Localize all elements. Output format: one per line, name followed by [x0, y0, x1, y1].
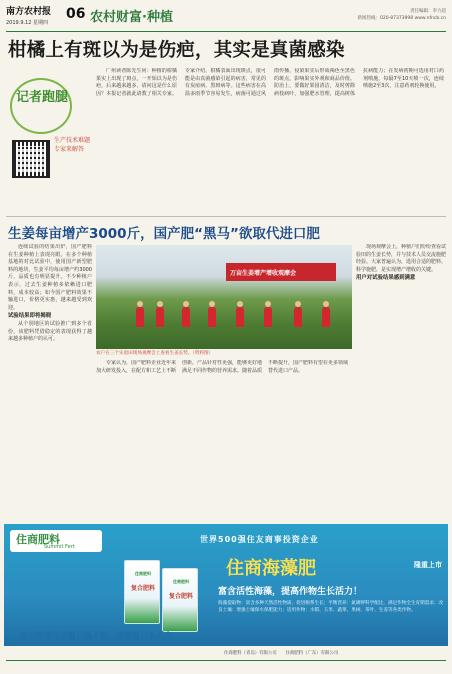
person-figure — [264, 307, 272, 327]
editor-line: 责任编辑：李力超 — [410, 9, 446, 14]
header-info — [306, 8, 446, 22]
fertilizer-bag-icon — [162, 568, 198, 632]
feature-body-middle: 专家认为，国产肥料企业近年来加大研发投入，在配方和工艺上不断创新，产品针对性更强，能够更好地满足不同作物的营养需求。随着品质不断提升，国产肥料有望在更多领域替代进口产品。 — [96, 360, 348, 374]
ginger-field-photo — [96, 245, 352, 349]
footer-rule — [6, 660, 446, 661]
photo-caption: 农户在三个实验田现场观摩会上查看生姜长势。（资料图） — [96, 351, 214, 356]
person-figure — [208, 307, 216, 327]
ad-bottom-slogan: 每一种养分含量只高不低，净重量只多不少 — [20, 631, 172, 640]
section-divider — [6, 216, 446, 217]
photo-banner: 万亩生姜增产增收观摩会 — [226, 263, 336, 281]
brand-logo-en: Summit Fert — [44, 544, 75, 550]
feature-middle-columns — [96, 360, 348, 518]
bag-brand: 住商肥料 — [135, 571, 151, 576]
ad-product-name: 住商海藻肥 — [226, 558, 316, 579]
page-header — [6, 4, 446, 30]
lead-headline: 柑橘上有斑以为是伤疤，其实是真菌感染 — [8, 40, 345, 61]
bag-product: 复合肥料 — [130, 585, 155, 592]
feature-subhead-2: 用户对试验结果感到满意 — [356, 275, 416, 282]
bag-product: 复合肥料 — [168, 593, 193, 600]
issue-date: 2019.9.12 星期四 — [6, 20, 49, 26]
person-figure — [236, 307, 244, 327]
masthead: 南方农村报 — [6, 7, 52, 17]
person-figure — [322, 307, 330, 327]
person-figure — [182, 307, 190, 327]
lead-article-body — [96, 68, 444, 214]
person-figure — [294, 307, 302, 327]
ad-launch-status: 隆重上市 — [414, 561, 442, 569]
ad-features: 海藻提取物：富含多种天然活性物质，促进根系生长；平衡营养：氮磷钾科学配比，满足作物全生育期需求；改良土壤：增强土壤保水保肥能力；适用作物：水稻、玉米、蔬菜、果树、茶叶、生姜等各类作物。 — [218, 601, 444, 613]
reporter-badge — [10, 78, 72, 134]
section-title: 农村财富·种植 — [90, 10, 173, 25]
feature-body-tail: 从个别地区的试验推广到多个省份，该肥料凭借稳定的表现获得了越来越多种植户的认可。 — [8, 320, 92, 343]
lead-body-text: 广州读者陈先生问：种植的柑橘果实上出现了斑点，一开始以为是伤疤，后来越来越多，请问这是什么原因？本报记者就此请教了相关专家。专家介绍，柑橘表面出现斑点，很可能是由真菌感染引起的病害，常见的有炭疽病、黑斑病等。这些病害在高温多雨季节容易发生，病菌可通过风雨传播，侵染果实后形成褐色至黑色的斑点，影响果实外观和商品价值。防治上，要做好果园清洁，及时剪除病枝病叶，加强肥水管理，提高树体抗病能力；在发病初期可选用对口药剂喷施，每隔7至10天喷一次，连续喷施2至3次，注意药剂轮换使用。 — [96, 68, 444, 97]
feature-subhead: 试验结果即将揭晓 — [8, 313, 52, 320]
bag-brand: 住商肥料 — [173, 579, 189, 584]
reporter-badge-text: 记者跑腿 — [15, 90, 68, 105]
header-rule — [6, 31, 446, 32]
feature-headline: 生姜每亩增产3000斤，国产肥“黑马”欲取代进口肥 — [8, 226, 320, 242]
qr-code-icon — [12, 140, 50, 178]
page-number: 06 — [66, 6, 86, 22]
ad-tagline: 世界500强住友商事投资企业 — [200, 535, 319, 544]
brand-logo: 住商肥料 — [16, 533, 60, 546]
feature-left-column — [8, 244, 92, 516]
person-figure — [136, 307, 144, 327]
contact-line: 新闻热线：020-87373998 www.nfncb.cn — [357, 16, 446, 21]
feature-right-column — [356, 244, 446, 518]
ad-companies: 住商肥料（青岛）有限公司 住商肥料（广东）有限公司 — [224, 651, 339, 656]
qr-caption: 生产技术难题专家来解答 — [54, 137, 91, 153]
fertilizer-advertisement — [4, 524, 448, 646]
person-figure — [156, 307, 164, 327]
feature-body-left: 连续试验的结果出炉，国产肥料在生姜种植上表现亮眼。在多个种植基地的对比试验中，使用国产新型肥料的地块，生姜平均每亩增产约3000斤，品质也有明显提升。不少种植户表示，过去生姜种植多依赖进口肥料，成本较高；如今国产肥料效果不输进口，价格更实惠，越来越受到欢迎。 — [8, 244, 92, 311]
fertilizer-bag-icon — [124, 560, 160, 624]
ad-slogan: 富含活性海藻，提高作物生长活力！ — [218, 587, 363, 597]
feature-body-right: 现场观摩会上，种植户们纷纷查看试验田的生姜长势，并与技术人员交流施肥经验。大家普遍认为，选用合适的肥料、科学施肥，是实现增产增收的关键。 — [356, 244, 446, 273]
